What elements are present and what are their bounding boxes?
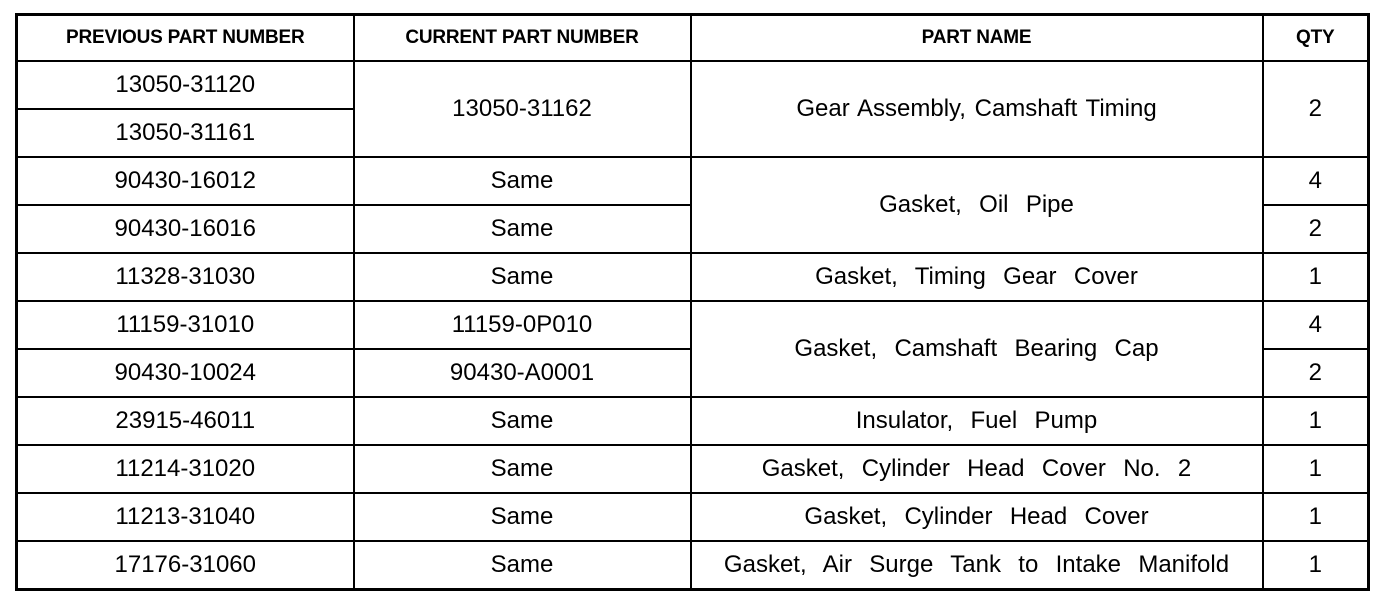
part-name: Gasket, Timing Gear Cover xyxy=(691,253,1263,301)
part-name: Gasket, Cylinder Head Cover No. 2 xyxy=(691,445,1263,493)
previous-part-number: 23915-46011 xyxy=(17,397,354,445)
current-part-number: Same xyxy=(354,253,691,301)
part-name: Gasket, Air Surge Tank to Intake Manifold xyxy=(691,541,1263,590)
quantity: 1 xyxy=(1263,445,1369,493)
previous-part-number: 11328-31030 xyxy=(17,253,354,301)
table-row xyxy=(17,541,1369,590)
previous-part-number: 13050-31161 xyxy=(17,109,354,157)
part-name: Gasket, Cylinder Head Cover xyxy=(691,493,1263,541)
table-row xyxy=(17,61,1369,109)
previous-part-number: 13050-31120 xyxy=(17,61,354,109)
header-current-part-number: CURRENT PART NUMBER xyxy=(354,15,691,62)
table-row xyxy=(17,493,1369,541)
header-row xyxy=(17,15,1369,62)
quantity: 4 xyxy=(1263,301,1369,349)
quantity: 4 xyxy=(1263,157,1369,205)
current-part-number: Same xyxy=(354,397,691,445)
quantity: 1 xyxy=(1263,253,1369,301)
previous-part-number: 90430-16016 xyxy=(17,205,354,253)
part-name: Gasket, Camshaft Bearing Cap xyxy=(691,301,1263,397)
previous-part-number: 90430-10024 xyxy=(17,349,354,397)
table-row xyxy=(17,397,1369,445)
current-part-number: 11159-0P010 xyxy=(354,301,691,349)
header-part-name: PART NAME xyxy=(691,15,1263,62)
quantity: 2 xyxy=(1263,61,1369,157)
table-row xyxy=(17,445,1369,493)
part-name: Gear Assembly, Camshaft Timing xyxy=(691,61,1263,157)
previous-part-number: 11159-31010 xyxy=(17,301,354,349)
previous-part-number: 90430-16012 xyxy=(17,157,354,205)
current-part-number: Same xyxy=(354,157,691,205)
current-part-number: Same xyxy=(354,205,691,253)
quantity: 1 xyxy=(1263,397,1369,445)
table-row xyxy=(17,157,1369,205)
current-part-number: 90430-A0001 xyxy=(354,349,691,397)
previous-part-number: 11213-31040 xyxy=(17,493,354,541)
current-part-number: Same xyxy=(354,445,691,493)
current-part-number: Same xyxy=(354,541,691,590)
previous-part-number: 17176-31060 xyxy=(17,541,354,590)
current-part-number: 13050-31162 xyxy=(354,61,691,157)
part-name: Gasket, Oil Pipe xyxy=(691,157,1263,253)
part-name: Insulator, Fuel Pump xyxy=(691,397,1263,445)
quantity: 2 xyxy=(1263,349,1369,397)
quantity: 2 xyxy=(1263,205,1369,253)
quantity: 1 xyxy=(1263,541,1369,590)
header-qty: QTY xyxy=(1263,15,1369,62)
header-previous-part-number: PREVIOUS PART NUMBER xyxy=(17,15,354,62)
previous-part-number: 11214-31020 xyxy=(17,445,354,493)
table-row xyxy=(17,301,1369,349)
parts-table xyxy=(15,13,1370,591)
table-row xyxy=(17,253,1369,301)
quantity: 1 xyxy=(1263,493,1369,541)
current-part-number: Same xyxy=(354,493,691,541)
